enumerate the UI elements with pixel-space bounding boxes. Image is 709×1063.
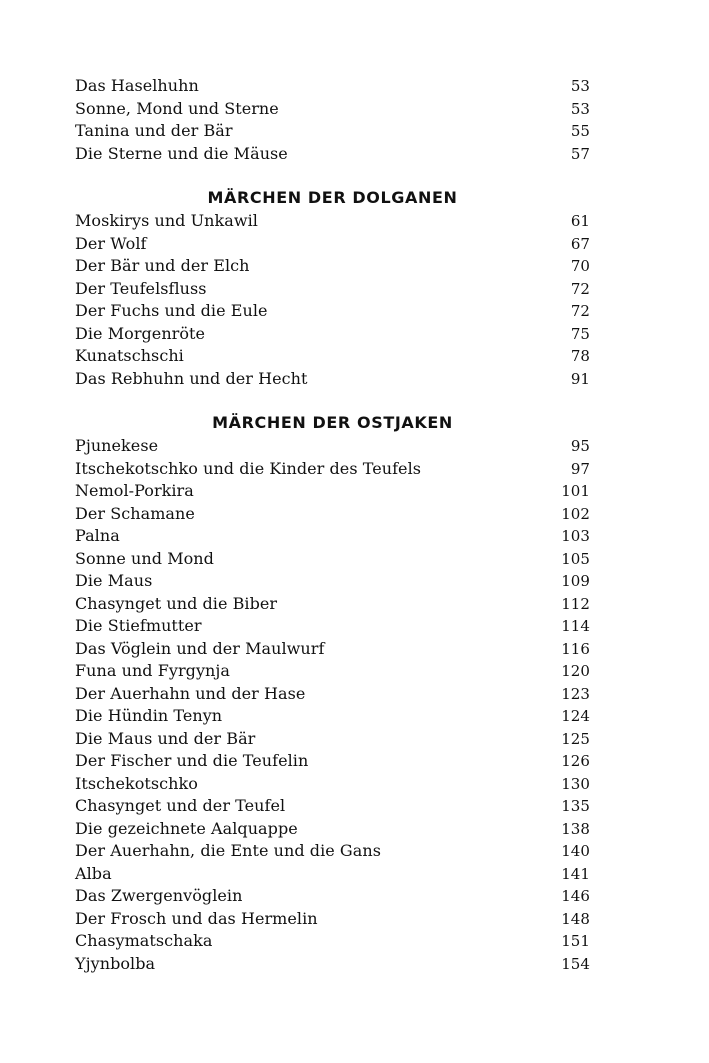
toc-entry bbox=[75, 660, 590, 683]
entry-page-number: 140 bbox=[561, 842, 590, 860]
entry-page-number: 120 bbox=[561, 662, 590, 680]
entry-page-number: 105 bbox=[561, 549, 590, 568]
entry-page-number: 70 bbox=[570, 257, 590, 275]
entry-page-number: 146 bbox=[561, 887, 590, 905]
entry-page-number: 97 bbox=[570, 459, 590, 478]
toc-entry bbox=[75, 548, 590, 571]
toc-entry bbox=[75, 435, 590, 458]
entry-title: Chasymatschaka bbox=[75, 931, 213, 950]
toc-entry bbox=[75, 120, 590, 143]
entry-page-number: 95 bbox=[570, 437, 590, 455]
entry-page-number: 125 bbox=[561, 729, 590, 748]
entry-title: Das Rebhuhn und der Hecht bbox=[75, 368, 308, 388]
entry-title: Funa und Fyrgynja bbox=[75, 661, 230, 680]
entry-title: Chasynget und die Biber bbox=[75, 593, 278, 613]
toc-entry bbox=[75, 705, 590, 728]
entry-page-number: 103 bbox=[561, 527, 590, 545]
entry-page-number: 101 bbox=[561, 482, 590, 500]
entry-page-number: 154 bbox=[561, 954, 590, 973]
entry-page-number: 53 bbox=[570, 77, 590, 95]
entry-page-number: 112 bbox=[561, 594, 590, 613]
entry-title: Palna bbox=[75, 526, 120, 545]
toc-entry bbox=[75, 795, 590, 818]
toc-entry bbox=[75, 75, 590, 98]
entry-page-number: 123 bbox=[561, 684, 590, 703]
toc-entry bbox=[75, 368, 590, 391]
entry-page-number: 138 bbox=[561, 819, 590, 838]
section-heading: MÄRCHEN DER DOLGANEN bbox=[207, 188, 458, 207]
entry-page-number: 116 bbox=[561, 639, 590, 658]
entry-title: Das Vöglein und der Maulwurf bbox=[75, 638, 325, 658]
entry-title: Alba bbox=[75, 863, 112, 883]
entry-title: Tanina und der Bär bbox=[75, 121, 233, 140]
entry-title: Der Frosch und das Hermelin bbox=[75, 908, 318, 928]
entry-page-number: 72 bbox=[570, 279, 590, 298]
entry-page-number: 75 bbox=[570, 324, 590, 343]
toc-entry bbox=[75, 233, 590, 256]
toc-entry bbox=[75, 98, 590, 121]
entry-page-number: 151 bbox=[561, 932, 590, 950]
entry-title: Die Maus bbox=[75, 571, 153, 590]
toc-entry bbox=[75, 683, 590, 706]
entry-title: Die Stiefmutter bbox=[75, 616, 202, 635]
entry-title: Die Hündin Tenyn bbox=[75, 706, 223, 725]
toc-entry bbox=[75, 773, 590, 796]
toc-entry bbox=[75, 728, 590, 751]
entry-title: Moskirys und Unkawil bbox=[75, 211, 258, 230]
table-of-contents bbox=[75, 75, 590, 975]
toc-entry bbox=[75, 593, 590, 616]
entry-title: Der Wolf bbox=[75, 233, 147, 253]
entry-title: Sonne und Mond bbox=[75, 548, 214, 568]
entry-title: Itschekotschko und die Kinder des Teufels bbox=[75, 458, 421, 478]
toc-entry bbox=[75, 840, 590, 863]
toc-entry bbox=[75, 458, 590, 481]
entry-title: Das Haselhuhn bbox=[75, 76, 199, 95]
toc-entry bbox=[75, 638, 590, 661]
toc-entry bbox=[75, 525, 590, 548]
entry-title: Der Fuchs und die Eule bbox=[75, 301, 268, 320]
entry-title: Der Schamane bbox=[75, 503, 195, 523]
entry-page-number: 114 bbox=[561, 617, 590, 635]
entry-page-number: 126 bbox=[561, 752, 590, 770]
toc-entry bbox=[75, 953, 590, 976]
entry-page-number: 55 bbox=[570, 122, 590, 140]
entry-title: Die Maus und der Bär bbox=[75, 728, 256, 748]
entry-page-number: 102 bbox=[561, 504, 590, 523]
section-heading: MÄRCHEN DER OSTJAKEN bbox=[212, 413, 453, 432]
entry-page-number: 141 bbox=[561, 864, 590, 883]
entry-title: Yjynbolba bbox=[75, 953, 156, 973]
toc-entry bbox=[75, 818, 590, 841]
entry-page-number: 135 bbox=[561, 797, 590, 815]
toc-entry bbox=[75, 345, 590, 368]
entry-page-number: 53 bbox=[570, 99, 590, 118]
entry-title: Nemol-Porkira bbox=[75, 481, 194, 500]
toc-entry bbox=[75, 323, 590, 346]
toc-entry bbox=[75, 908, 590, 931]
entry-title: Der Auerhahn, die Ente und die Gans bbox=[75, 841, 381, 860]
entry-page-number: 148 bbox=[561, 909, 590, 928]
toc-entry bbox=[75, 615, 590, 638]
entry-page-number: 130 bbox=[561, 774, 590, 793]
toc-entry bbox=[75, 143, 590, 166]
entry-title: Der Teufelsfluss bbox=[75, 278, 207, 298]
entry-title: Sonne, Mond und Sterne bbox=[75, 98, 279, 118]
entry-title: Der Fischer und die Teufelin bbox=[75, 751, 309, 770]
toc-entry bbox=[75, 750, 590, 773]
entry-page-number: 124 bbox=[561, 707, 590, 725]
entry-page-number: 91 bbox=[570, 369, 590, 388]
toc-entry bbox=[75, 480, 590, 503]
entry-title: Der Auerhahn und der Hase bbox=[75, 683, 306, 703]
entry-page-number: 57 bbox=[570, 144, 590, 163]
entry-title: Die Morgenröte bbox=[75, 323, 206, 343]
toc-entry bbox=[75, 278, 590, 301]
entry-page-number: 61 bbox=[570, 212, 590, 230]
toc-entry bbox=[75, 210, 590, 233]
toc-entry bbox=[75, 863, 590, 886]
entry-page-number: 67 bbox=[570, 234, 590, 253]
entry-title: Die Sterne und die Mäuse bbox=[75, 143, 288, 163]
entry-title: Pjunekese bbox=[75, 436, 159, 455]
entry-page-number: 78 bbox=[570, 347, 590, 365]
entry-title: Der Bär und der Elch bbox=[75, 256, 250, 275]
toc-entry bbox=[75, 930, 590, 953]
toc-entry bbox=[75, 885, 590, 908]
entry-title: Kunatschschi bbox=[75, 346, 184, 365]
toc-entry bbox=[75, 503, 590, 526]
toc-entry bbox=[75, 255, 590, 278]
entry-page-number: 109 bbox=[561, 572, 590, 590]
entry-title: Chasynget und der Teufel bbox=[75, 796, 286, 815]
toc-entry bbox=[75, 300, 590, 323]
entry-title: Die gezeichnete Aalquappe bbox=[75, 818, 298, 838]
entry-page-number: 72 bbox=[570, 302, 590, 320]
entry-title: Itschekotschko bbox=[75, 773, 198, 793]
entry-title: Das Zwergenvöglein bbox=[75, 886, 243, 905]
toc-entry bbox=[75, 570, 590, 593]
